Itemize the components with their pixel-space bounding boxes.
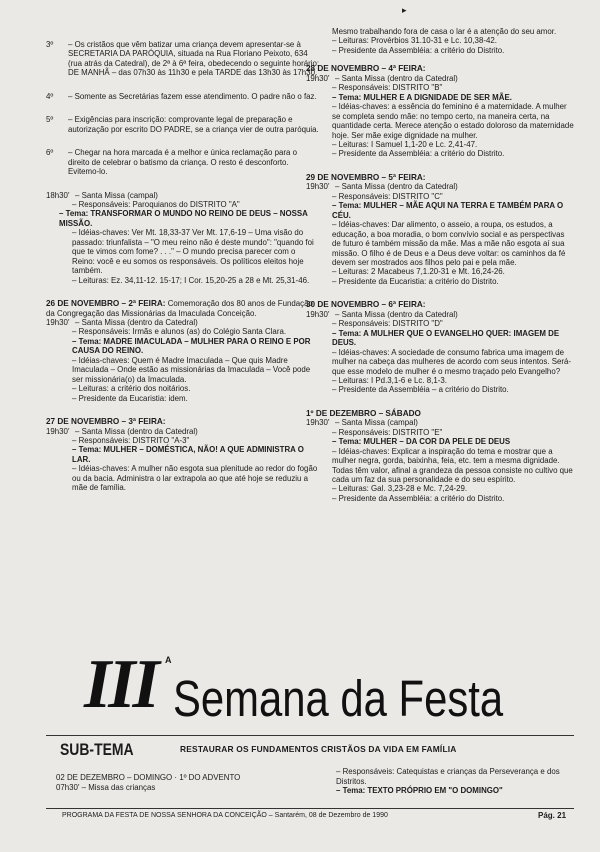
event-title: – Santa Missa (campal)	[335, 418, 418, 428]
event-leituras: – Leituras: Provérbios 31.10-31 e Lc. 10,38-42.	[332, 36, 497, 46]
rule-number: 5º	[46, 115, 54, 125]
day-28-block	[306, 64, 574, 159]
event-ideias: – Idéias-chaves: Quem é Madre Imaculada – Que quis Madre Imaculada – Onde estão as missionárias da Imaculada – Você pode ser missionária(o) da Imaculada.	[72, 355, 311, 384]
event-leituras: – Leituras: I Pd.3,1-6 e Lc. 8,1-3.	[332, 375, 447, 385]
event-tema: – Tema: MULHER – MÃE AQUI NA TERRA E TAMBÉM PARA O CÉU.	[332, 201, 564, 220]
event-time: 19h30'	[306, 73, 330, 83]
event-title: – Santa Missa (campal)	[75, 190, 158, 200]
event-tema: – Tema: TRANSFORMAR O MUNDO NO REINO DE DEUS – NOSSA MISSÃO.	[59, 209, 308, 228]
day-heading: 27 DE NOVEMBRO – 3ª FEIRA:	[46, 417, 166, 427]
day-29-block	[306, 173, 574, 286]
event-ideias: – Idéias-chaves: A sociedade de consumo fabrica uma imagem de mulher na cabeça das mulheres de acordo com seus intentos. Será-que esse modelo de mulher é o mesmo traçado pelo Evangelho?	[332, 347, 572, 376]
event-title: – Santa Missa (dentro da Catedral)	[75, 426, 198, 436]
subtema-label: SUB-TEMA	[60, 740, 134, 759]
footer-divider	[46, 808, 574, 809]
event-time: 19h30'	[306, 182, 330, 192]
event-responsaveis: – Responsáveis: DISTRITO "E"	[332, 427, 443, 437]
mass-campal-block	[46, 191, 320, 286]
event-tema: – Tema: MULHER E A DIGNIDADE DE SER MÃE.	[332, 92, 512, 102]
event-responsaveis: – Responsáveis: Paroquianos do DISTRITO "A"	[72, 199, 240, 209]
banner-title: Semana da Festa	[173, 670, 504, 727]
event-title: – Santa Missa (dentro da Catedral)	[75, 317, 198, 327]
day-heading: 30 DE NOVEMBRO – 6ª FEIRA:	[306, 300, 426, 310]
sunday-schedule	[56, 773, 326, 793]
event-ideias: – Idéias-chaves: A mulher não esgota sua plenitude ao redor do fogão ou da bacia. Administra o lar extrapola ao que até hoje se reduziu a mãe de família.	[72, 464, 318, 493]
rule-3	[46, 40, 320, 78]
sunday-mass: 07h30' – Missa das crianças	[56, 783, 156, 792]
event-ideias: – Idéias-chaves: a essência do feminino é a maternidade. A mulher se completa sendo mãe: no tempo certo, na maneira certa, na quantidade certa. Merece atenção o estado doloroso da maternidade hoje. Ser mãe exige dignidade na mulher.	[332, 102, 574, 140]
day-30-block	[306, 300, 574, 395]
banner-divider	[46, 735, 574, 736]
event-time: 19h30'	[306, 418, 330, 428]
event-responsaveis: – Responsáveis: DISTRITO "B"	[332, 83, 443, 93]
event-leituras: – Leituras: 2 Macabeus 7,1.20-31 e Mt. 16,24-26.	[332, 267, 505, 277]
event-leituras: – Leituras: Gal. 3,23-28 e Mc. 7,24-29.	[332, 484, 468, 494]
event-time: 19h30'	[46, 426, 70, 436]
rule-number: 6º	[46, 148, 54, 158]
day-1-dec-block	[306, 409, 574, 504]
rule-text: – Os cristãos que vêm batizar uma criança devem apresentar-se à SECRETARIA DA PARÓQUIA, situada na Rua Floriano Peixoto, 634 (rua atrás da Catedral), de 2ª à 6ª feira, obedecendo o seguinte horário: DE MANHÃ – das 07h30 às 11h30 e pela TARDE das 13h30 às 17h30.	[68, 40, 320, 78]
event-time: 19h30'	[46, 317, 70, 327]
event-title: – Santa Missa (dentro da Catedral)	[335, 182, 458, 192]
day-27-block	[46, 417, 320, 493]
event-time: 18h30'	[46, 190, 70, 200]
sunday-heading: 02 DE DEZEMBRO – DOMINGO · 1º DO ADVENTO	[56, 773, 241, 782]
event-presidente: – Presidente da Assembléia – a critério do Distrito.	[332, 385, 509, 395]
day-description: Comemoração dos 80 anos de Fundação da Congregação das Missionárias da Imaculada Conceição.	[46, 299, 313, 318]
event-tema: – Tema: TEXTO PRÓPRIO EM "O DOMINGO"	[336, 786, 503, 796]
edition-roman-numeral: III	[84, 646, 157, 723]
event-tema: – Tema: MULHER – DA COR DA PELE DE DEUS	[332, 437, 511, 447]
event-presidente: – Presidente da Assembléia: a critério do Distrito.	[332, 149, 505, 159]
rule-6	[46, 148, 320, 176]
left-column	[46, 40, 320, 493]
day-heading: 29 DE NOVEMBRO – 5ª FEIRA:	[306, 172, 426, 182]
subtema-text: RESTAURAR OS FUNDAMENTOS CRISTÃOS DA VIDA EM FAMÍLIA	[180, 744, 457, 754]
event-ideias: – Idéias-chaves: Ver Mt. 18,33-37 Ver Mt. 17,6-19 – Uma visão do passado: triunfalista – "O meu reino não é deste mundo": "quando foi que te vimos com fome? . . ." – O mundo precisa parecer com o Reino: você e eu somos os responsáveis. Os políticos eleitos hoje também.	[72, 228, 314, 276]
event-presidente: – Presidente da Assembléia: a critério do Distrito.	[332, 493, 505, 503]
edition-superscript: A	[165, 655, 172, 665]
event-presidente: – Presidente da Assembléia: a critério do Distrito.	[332, 45, 505, 55]
rule-text: – Chegar na hora marcada é a melhor e única reclamação para o direito de celebrar o batismo da criança. O resto é desconforto. Evitemo-lo.	[68, 148, 297, 177]
event-presidente: – Presidente da Eucaristia: a critério do Distrito.	[332, 276, 499, 286]
event-ideias: – Idéias-chaves: Dar alimento, o asseio, a roupa, os estudos, a educação, a boa moradia, o bom convívio social e as perspectivas de futuro é também missão da mãe. Mas a mãe não esgota aí sua missão. O filho é de Deus e a Deus deve voltar: os caminhos da fé devem ser mostrados aos filhos pelo pai e pela mãe.	[332, 220, 566, 267]
rule-number: 4º	[46, 91, 54, 101]
rule-number: 3º	[46, 40, 54, 49]
event-ideias: – Idéias-chaves: Explicar a inspiração do tema e mostrar que a mulher negra, gorda, baixinha, feia, etc. tem a mesma dignidade. Todas têm valor, afinal a grandeza da pessoa consiste no cultivo que cada um faz da sua personalidade e do seu espírito.	[332, 446, 573, 485]
event-responsaveis: – Responsáveis: Catequistas e crianças da Perseverança e dos Distritos.	[336, 767, 560, 786]
rule-5	[46, 115, 320, 134]
event-responsaveis: – Responsáveis: DISTRITO "D"	[332, 319, 443, 329]
day-heading: 1º DE DEZEMBRO – SÁBADO	[306, 408, 421, 418]
event-tema: – Tema: A MULHER QUE O EVANGELHO QUER: IMAGEM DE DEUS.	[332, 328, 560, 348]
event-responsaveis: – Responsáveis: Irmãs e alunos (as) do Colégio Santa Clara.	[72, 327, 287, 337]
page-number: Pág. 21	[538, 811, 567, 820]
event-title: – Santa Missa (dentro da Catedral)	[335, 73, 458, 83]
rule-text: – Exigências para inscrição: comprovante legal de preparação e autorização por escrito DO PADRE, se a criança vier de outra paróquia.	[68, 115, 319, 134]
footer-text: PROGRAMA DA FESTA DE NOSSA SENHORA DA CONCEIÇÃO – Santarém, 08 de Dezembro de 1990	[62, 812, 388, 819]
continued-text: Mesmo trabalhando fora de casa o lar é a atenção do seu amor.	[332, 27, 557, 36]
event-tema: – Tema: MULHER – DOMÉSTICA, NÃO! A QUE ADMINISTRA O LAR.	[72, 445, 304, 464]
sunday-details	[336, 767, 576, 796]
event-leituras: – Leituras: I Samuel 1,1-20 e Lc. 2,41-47.	[332, 139, 478, 149]
print-mark: ▸	[402, 5, 407, 15]
rule-4	[46, 92, 320, 101]
event-title: – Santa Missa (dentro da Catedral)	[335, 309, 458, 319]
event-leituras: – Leituras: a critério dos noitários.	[72, 384, 191, 394]
day-26-block	[46, 299, 320, 403]
right-column	[306, 27, 574, 503]
event-responsaveis: – Responsáveis: DISTRITO "A-3"	[72, 435, 190, 445]
event-leituras: – Leituras: Ez. 34,11-12. 15-17; I Cor. 15,20-25 a 28 e Mt. 25,31-46.	[72, 275, 310, 285]
rule-text: – Somente as Secretárias fazem esse atendimento. O padre não o faz.	[68, 91, 317, 101]
day-heading: 28 DE NOVEMBRO – 4ª FEIRA:	[306, 64, 426, 74]
event-presidente: – Presidente da Eucaristia: idem.	[72, 393, 188, 403]
day-heading: 26 DE NOVEMBRO – 2ª FEIRA:	[46, 299, 166, 309]
event-time: 19h30'	[306, 309, 330, 319]
event-responsaveis: – Responsáveis: DISTRITO "C"	[332, 191, 443, 201]
event-tema: – Tema: MADRE IMACULADA – MULHER PARA O REINO E POR CAUSA DO REINO.	[72, 336, 311, 356]
